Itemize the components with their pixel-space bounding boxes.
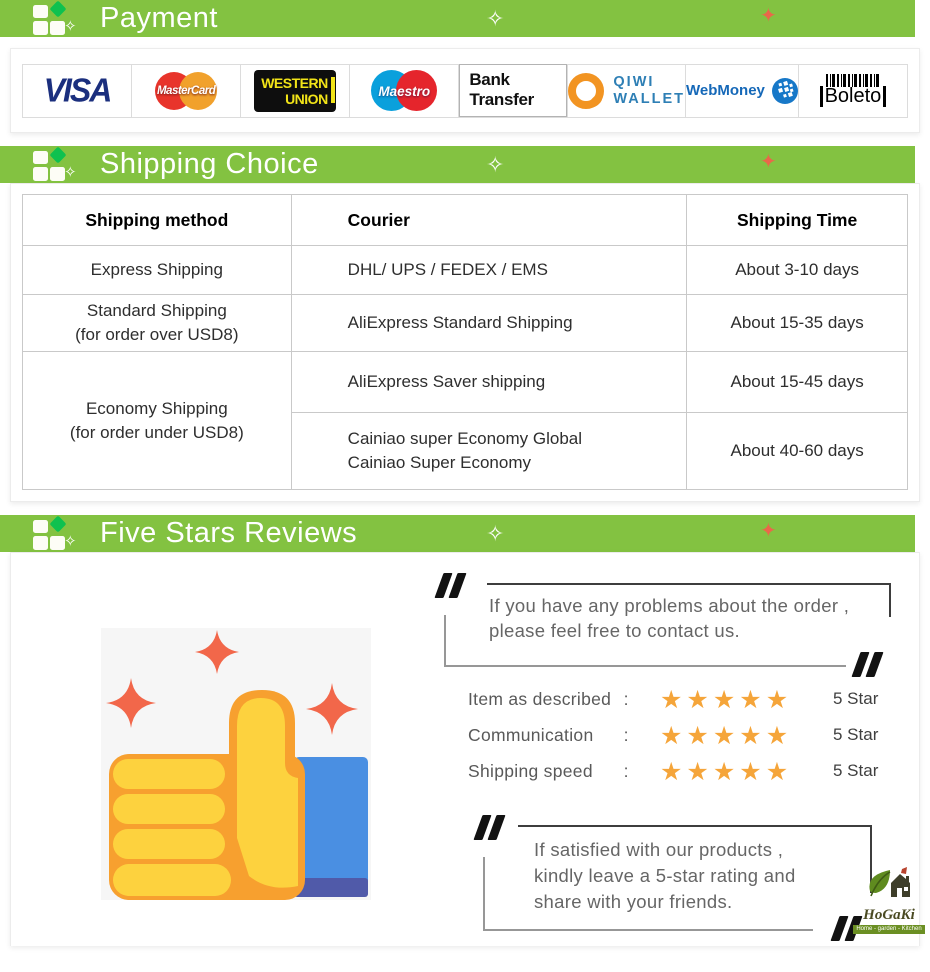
star-icon (766, 721, 792, 750)
sparkle-icon: ✧ (486, 153, 505, 178)
sparkle-icon: ✧ (64, 16, 77, 35)
star-icon (713, 685, 739, 714)
banner-payment (0, 0, 915, 37)
star-icon (660, 685, 686, 714)
payment-methods-card (10, 48, 920, 133)
payment-methods-grid (22, 64, 908, 118)
star-icon (713, 757, 739, 786)
leaf-house-icon (866, 863, 912, 905)
cell-courier: DHL/ UPS / FEDEX / EMS (291, 246, 687, 295)
section-title-reviews: Five Stars Reviews (100, 517, 358, 549)
five-star-icons (660, 723, 815, 748)
rating-value: 5 Star (833, 761, 879, 780)
shipping-table (22, 194, 908, 490)
star-icon (766, 685, 792, 714)
star-icon (686, 721, 712, 750)
header-courier: Courier (291, 195, 687, 246)
ratings-list (468, 681, 878, 789)
table-row-standard (23, 295, 908, 352)
shipping-table-card (10, 183, 920, 502)
star-icon (739, 757, 765, 786)
five-star-icons (660, 759, 815, 784)
qiwi-q-icon (568, 73, 604, 109)
cell-time: About 3-10 days (687, 246, 908, 295)
mastercard-logo: MasterCard (154, 71, 218, 111)
star-icon (660, 757, 686, 786)
cell-time: About 15-35 days (687, 295, 908, 352)
rating-value: 5 Star (833, 725, 879, 744)
sparkle-icon: ✧ (64, 162, 77, 181)
maestro-logo: Maestro (371, 70, 437, 112)
payment-cell-boleto (799, 65, 907, 117)
brand-name: HoGaKi (863, 907, 915, 923)
bank-transfer-logo: Bank Transfer (459, 64, 567, 117)
cell-method: Standard Shipping (for order over USD8) (23, 295, 292, 352)
payment-cell-western-union (241, 65, 350, 117)
quote-top (431, 573, 893, 665)
star-icon (686, 757, 712, 786)
rating-label: Communication (468, 724, 594, 745)
star-icon (660, 721, 686, 750)
open-quote-icon (439, 573, 462, 598)
rating-row-shipping-speed: Shipping speed : ★ ★ ★ ★ ★ 5 Star (468, 753, 878, 789)
star-icon (686, 685, 712, 714)
boleto-logo: Boleto (820, 74, 887, 107)
payment-cell-mastercard (132, 65, 241, 117)
rating-row-communication: Communication : ★ ★ ★ ★ ★ 5 Star (468, 717, 878, 753)
header-shipping-method: Shipping method (23, 195, 292, 246)
cell-courier: AliExpress Standard Shipping (291, 295, 687, 352)
brand-logo (853, 863, 925, 934)
sparkle-icon: ✧ (486, 522, 505, 547)
star-icon (766, 757, 792, 786)
header-shipping-time: Shipping Time (687, 195, 908, 246)
section-title-shipping: Shipping Choice (100, 148, 319, 180)
payment-cell-webmoney (686, 65, 799, 117)
table-row-express (23, 246, 908, 295)
reviews-card (10, 552, 920, 946)
window-grid-icon (33, 2, 81, 36)
brand-tagline: Home - garden - Kitchen (853, 925, 925, 934)
window-grid-icon (33, 148, 81, 182)
star-icon (713, 721, 739, 750)
sparkle-icon: ✧ (486, 7, 505, 32)
qiwi-wallet-logo: QIWI WALLET (568, 73, 685, 109)
rating-value: 5 Star (833, 689, 879, 708)
western-union-logo: WESTERN UNION (254, 70, 336, 112)
cell-time: About 15-45 days (687, 352, 908, 413)
visa-logo: VISA (43, 71, 111, 109)
table-header-row (23, 195, 908, 246)
quote-bottom-text: If satisfied with our products , kindly leave a 5-star rating and share with your friends. (534, 839, 796, 912)
banner-five-stars-reviews (0, 515, 915, 552)
rating-label: Shipping speed (468, 760, 593, 781)
webmoney-globe-icon (772, 78, 798, 104)
payment-cell-qiwi (568, 65, 686, 117)
quote-bottom (466, 813, 894, 931)
star-icon (739, 685, 765, 714)
payment-cell-maestro (350, 65, 459, 117)
cell-time: About 40-60 days (687, 413, 908, 490)
open-quote-icon (478, 815, 501, 840)
cell-courier: AliExpress Saver shipping (291, 352, 687, 413)
banner-shipping-choice (0, 146, 915, 183)
quote-top-text: If you have any problems about the order , please feel free to contact us. (489, 595, 850, 641)
star-icon (739, 721, 765, 750)
thumbs-up-image (101, 628, 371, 900)
window-grid-icon (33, 517, 81, 551)
rating-label: Item as described (468, 688, 612, 709)
close-quote-icon (856, 652, 879, 677)
cell-courier: Cainiao super Economy Global Cainiao Super Economy (291, 413, 687, 490)
webmoney-logo: WebMoney (686, 78, 798, 104)
rating-row-item-as-described: Item as described : ★ ★ ★ ★ ★ 5 Star (468, 681, 878, 717)
cell-method: Express Shipping (23, 246, 292, 295)
payment-cell-visa (23, 65, 132, 117)
sparkle-icon: ✦ (760, 518, 777, 542)
table-row-economy-saver (23, 352, 908, 413)
sparkle-icon: ✦ (760, 3, 777, 27)
sparkle-icon: ✧ (64, 531, 77, 550)
cell-method-economy: Economy Shipping (for order under USD8) (23, 352, 292, 490)
sparkle-icon: ✦ (760, 149, 777, 173)
section-title-payment: Payment (100, 2, 218, 34)
five-star-icons (660, 687, 815, 712)
payment-cell-bank-transfer (459, 65, 568, 117)
